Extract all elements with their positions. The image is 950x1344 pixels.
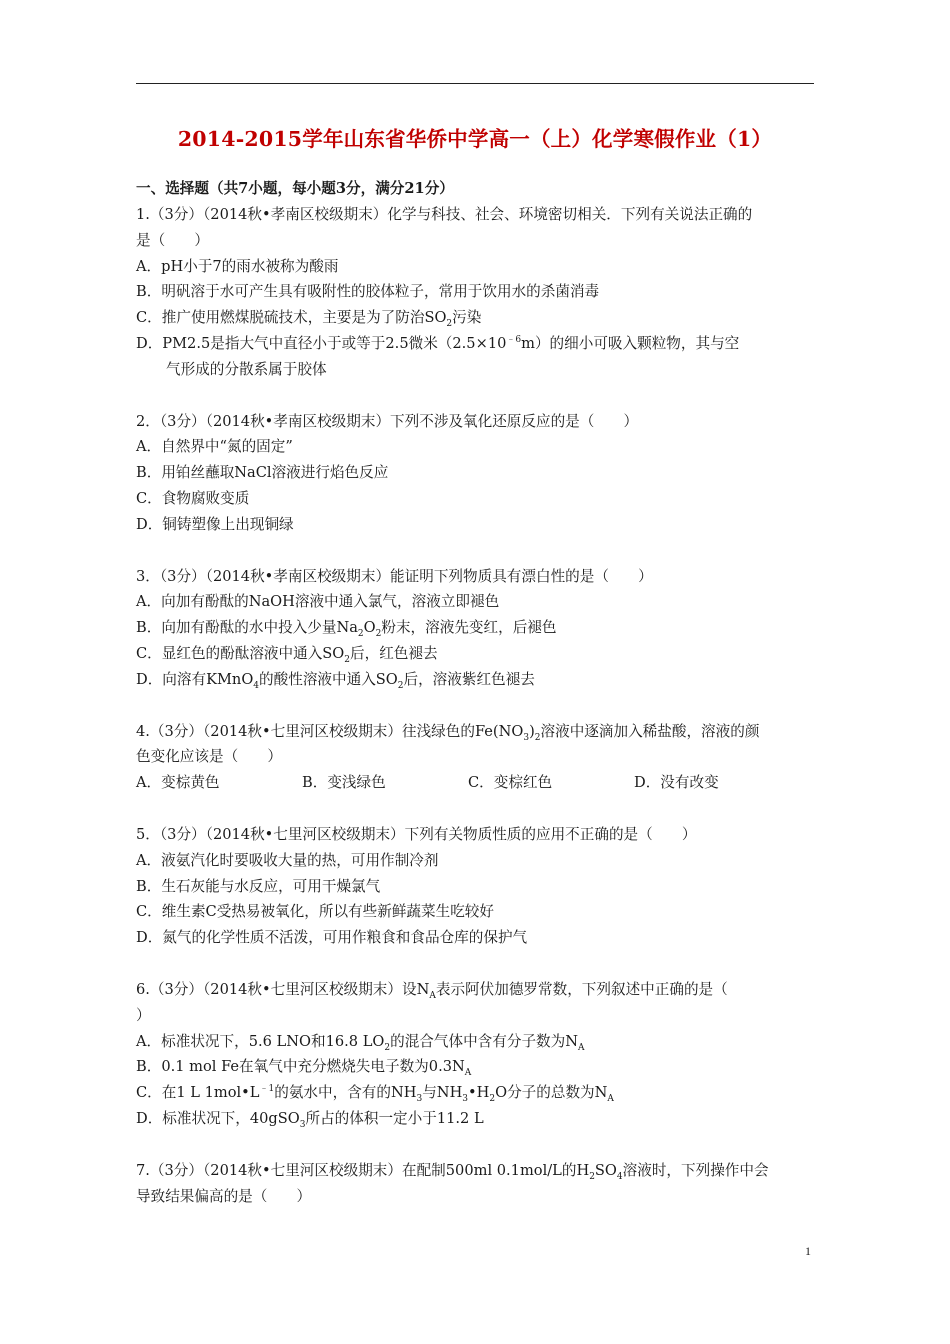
option-d: D．铜铸塑像上出现铜绿 bbox=[136, 515, 294, 533]
option-b: B．向加有酚酞的水中投入少量$Na_2O_2$粉末，溶液先变红，后褪色 bbox=[136, 619, 557, 640]
option-d: D．氮气的化学性质不活泼，可用作粮食和食品仓库的保护气 bbox=[136, 929, 528, 947]
question-stem: 1.（3分）（2014秋•孝南区校级期末）化学与科技、社会、环境密切相关．下列有关说法正确的 bbox=[136, 206, 753, 223]
option-d-cont: 气形成的分散系属于胶体 bbox=[166, 360, 327, 378]
question-body bbox=[136, 176, 822, 1235]
question-stem: 2．（3分）（2014秋•孝南区校级期末）下列不涉及氧化还原反应的是（ ） bbox=[136, 412, 639, 430]
question-stem-cont: 色变化应该是（ ） bbox=[136, 748, 282, 766]
option-a: A．变棕黄色 bbox=[136, 774, 220, 792]
question-stem: 5．（3分）（2014秋•七里河区校级期末）下列有关物质性质的应用不正确的是（ ） bbox=[136, 825, 697, 843]
question-6 bbox=[136, 977, 822, 1132]
question-stem-cont: 是（ ） bbox=[136, 231, 209, 249]
option-c: C．在1 L $1mol•L^{﹣1}$的氨水中，含有的$NH_3$与$NH_3•H_2O$分子的总数为$N_A$ bbox=[136, 1084, 614, 1105]
option-d: D．标准状况下，40gSO$_3$所占的体积一定小于11.2 L bbox=[136, 1109, 484, 1130]
question-1 bbox=[136, 202, 822, 383]
option-d: D．PM2.5是指大气中直径小于或等于2.5微米$(2.5\times 10^{﹣6}m)$的细小可吸入颗粒物，其与空 bbox=[136, 334, 740, 352]
question-2 bbox=[136, 409, 822, 538]
question-3 bbox=[136, 564, 822, 693]
option-c: C．变棕红色 bbox=[468, 774, 553, 792]
option-b: B．明矾溶于水可产生具有吸附性的胶体粒子，常用于饮用水的杀菌消毒 bbox=[136, 283, 600, 301]
question-stem-cont: 导致结果偏高的是（ ） bbox=[136, 1187, 312, 1205]
page-number: 1 bbox=[805, 1244, 811, 1258]
option-c: C．维生素C受热易被氧化，所以有些新鲜蔬菜生吃较好 bbox=[136, 903, 494, 921]
question-stem: 4.（3分）（2014秋•七里河区校级期末）往浅绿色的$Fe(NO_3)_2$溶液中逐滴加入稀盐酸，溶液的颜 bbox=[136, 722, 760, 743]
question-stem: 3．（3分）（2014秋•孝南区校级期末）能证明下列物质具有漂白性的是（ ） bbox=[136, 567, 653, 585]
question-5 bbox=[136, 822, 822, 951]
header-rule bbox=[136, 83, 814, 84]
option-a: A．向加有酚酞的NaOH溶液中通入氯气，溶液立即褪色 bbox=[136, 593, 500, 611]
option-d: D．没有改变 bbox=[634, 774, 719, 792]
option-a: A．自然界中“氮的固定” bbox=[136, 438, 293, 456]
page-title: 2014-2015学年山东省华侨中学高一（上）化学寒假作业（1） bbox=[177, 127, 773, 151]
question-stem-cont: ） bbox=[136, 1006, 151, 1024]
option-b: B．用铂丝蘸取NaCl溶液进行焰色反应 bbox=[136, 464, 389, 482]
option-c: C．食物腐败变质 bbox=[136, 489, 250, 507]
question-4 bbox=[136, 719, 822, 796]
option-a: A．pH小于7的雨水被称为酸雨 bbox=[136, 257, 339, 275]
option-a: A．液氨汽化时要吸收大量的热，可用作制冷剂 bbox=[136, 851, 439, 869]
question-7 bbox=[136, 1158, 822, 1210]
option-c: C．推广使用燃煤脱硫技术，主要是为了防治$SO_2$污染 bbox=[136, 309, 482, 330]
option-b: B．0.1 mol Fe在氧气中充分燃烧失电子数为$0.3N_A$ bbox=[136, 1058, 472, 1079]
option-b: B．变浅绿色 bbox=[302, 774, 386, 792]
section-heading: 一、选择题（共7小题，每小题3分，满分21分） bbox=[136, 180, 454, 197]
option-a: A．标准状况下，5.6 LNO和16.8 $LO_2$的混合气体中含有分子数为$N_A$ bbox=[136, 1032, 585, 1053]
option-b: B．生石灰能与水反应，可用干燥氯气 bbox=[136, 877, 381, 895]
question-stem: 6.（3分）（2014秋•七里河区校级期末）设$N_A$表示阿伏加德罗常数，下列叙述中正确的是（ bbox=[136, 980, 728, 1001]
option-c: C．显红色的酚酞溶液中通入$SO_2$后，红色褪去 bbox=[136, 644, 438, 665]
option-d: D．向溶有KMnO$_4$的酸性溶液中通入$SO_2$后，溶液紫红色褪去 bbox=[136, 670, 535, 691]
question-stem: 7.（3分）（2014秋•七里河区校级期末）在配制500ml 0.1mol/L的$H_2SO_4$溶液时，下列操作中会 bbox=[136, 1161, 769, 1182]
options-row bbox=[136, 770, 822, 796]
